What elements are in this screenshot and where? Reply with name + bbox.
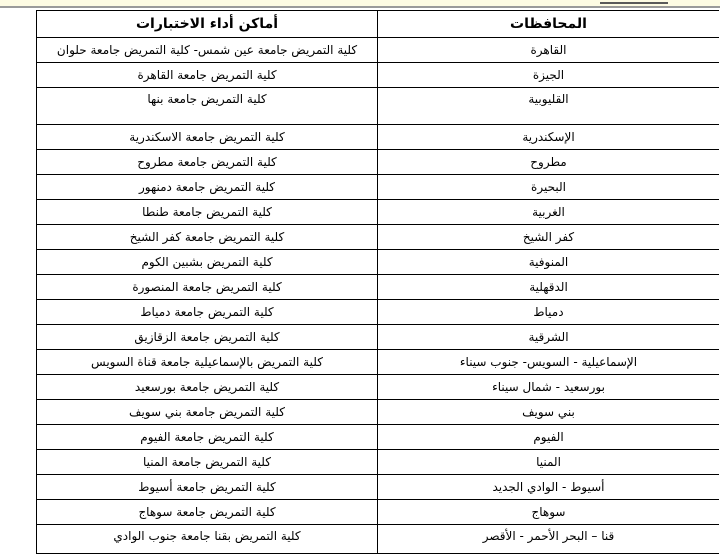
governorate-cell: أسيوط - الوادي الجديد xyxy=(378,475,720,500)
table-row xyxy=(37,275,720,300)
governorate-cell: كفر الشيخ xyxy=(378,225,720,250)
governorate-cell: سوهاج xyxy=(378,500,720,525)
table-row xyxy=(37,38,720,63)
governorate-cell: البحيرة xyxy=(378,175,720,200)
governorate-cell: القليوبية xyxy=(378,88,720,125)
exam-locations-table-frame xyxy=(36,10,719,555)
location-cell: كلية التمريض جامعة الزقازيق xyxy=(37,325,378,350)
table-row xyxy=(37,325,720,350)
governorate-cell: دمياط xyxy=(378,300,720,325)
table-row xyxy=(37,88,720,125)
location-cell: كلية التمريض جامعة دمنهور xyxy=(37,175,378,200)
table-row xyxy=(37,200,720,225)
exam-locations-table xyxy=(36,10,719,554)
location-cell: كلية التمريض جامعة المنيا xyxy=(37,450,378,475)
table-row xyxy=(37,475,720,500)
governorate-cell: الفيوم xyxy=(378,425,720,450)
table-row xyxy=(37,225,720,250)
table-row xyxy=(37,350,720,375)
table-header-row xyxy=(37,11,720,38)
governorate-cell: القاهرة xyxy=(378,38,720,63)
governorate-header: المحافظات xyxy=(378,11,720,38)
governorate-cell: المنيا xyxy=(378,450,720,475)
location-cell: كلية التمريض جامعة القاهرة xyxy=(37,63,378,88)
table-row xyxy=(37,300,720,325)
governorate-cell: الإسكندرية xyxy=(378,125,720,150)
table-row xyxy=(37,63,720,88)
location-cell: كلية التمريض بقنا جامعة جنوب الوادي xyxy=(37,525,378,554)
governorate-cell: الجيزة xyxy=(378,63,720,88)
location-header: أماكن أداء الاختبارات xyxy=(37,11,378,38)
location-cell: كلية التمريض جامعة أسيوط xyxy=(37,475,378,500)
location-cell: كلية التمريض جامعة دمياط xyxy=(37,300,378,325)
governorate-cell: بني سويف xyxy=(378,400,720,425)
table-row xyxy=(37,450,720,475)
location-cell: كلية التمريض جامعة كفر الشيخ xyxy=(37,225,378,250)
governorate-cell: المنوفية xyxy=(378,250,720,275)
location-cell: كلية التمريض جامعة عين شمس- كلية التمريض جامعة حلوان xyxy=(37,38,378,63)
location-cell: كلية التمريض جامعة مطروح xyxy=(37,150,378,175)
location-cell: كلية التمريض جامعة الفيوم xyxy=(37,425,378,450)
location-cell: كلية التمريض جامعة طنطا xyxy=(37,200,378,225)
table-row xyxy=(37,525,720,554)
governorate-cell: الدقهلية xyxy=(378,275,720,300)
table-row xyxy=(37,400,720,425)
table-row xyxy=(37,175,720,200)
table-row xyxy=(37,125,720,150)
governorate-cell: بورسعيد - شمال سيناء xyxy=(378,375,720,400)
governorate-cell: الغربية xyxy=(378,200,720,225)
location-cell: كلية التمريض جامعة الاسكندرية xyxy=(37,125,378,150)
table-row xyxy=(37,425,720,450)
top-strip-line xyxy=(0,6,720,8)
governorate-cell: الإسماعيلية - السويس- جنوب سيناء xyxy=(378,350,720,375)
table-row xyxy=(37,500,720,525)
table-row xyxy=(37,375,720,400)
location-cell: كلية التمريض جامعة بني سويف xyxy=(37,400,378,425)
governorate-cell: الشرقية xyxy=(378,325,720,350)
top-strip-mark xyxy=(600,2,668,4)
governorate-cell: مطروح xyxy=(378,150,720,175)
table-row xyxy=(37,150,720,175)
location-cell: كلية التمريض بشبين الكوم xyxy=(37,250,378,275)
top-strip xyxy=(0,0,720,8)
location-cell: كلية التمريض جامعة بنها xyxy=(37,88,378,125)
location-cell: كلية التمريض جامعة سوهاج xyxy=(37,500,378,525)
location-cell: كلية التمريض بالإسماعيلية جامعة قناة السويس xyxy=(37,350,378,375)
location-cell: كلية التمريض جامعة المنصورة xyxy=(37,275,378,300)
governorate-cell: قنا – البحر الأحمر - الأقصر xyxy=(378,525,720,554)
table-row xyxy=(37,250,720,275)
location-cell: كلية التمريض جامعة بورسعيد xyxy=(37,375,378,400)
